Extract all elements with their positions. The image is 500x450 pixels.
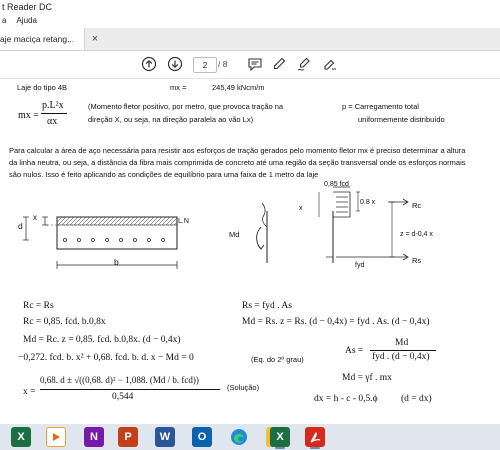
fig-085fcd-label: 0,85 fcd — [324, 181, 349, 188]
signature-icon — [322, 56, 338, 72]
compression-zone — [57, 217, 177, 225]
excel-icon[interactable]: X — [11, 427, 31, 447]
excel-icon[interactable]: X — [270, 427, 290, 447]
comment-button[interactable] — [246, 55, 264, 73]
menu-item-a[interactable]: a — [2, 16, 7, 25]
arrow-down-circle-icon — [167, 56, 183, 72]
paragraph-line3: são nulos. Isso é feito aplicando as condições de equilíbrio para uma faixa de 1 metro da laje — [9, 170, 319, 179]
window-title: t Reader DC — [2, 2, 53, 12]
eq-rc: Rc = 0,85. fcd. b.0,8x — [23, 317, 106, 327]
fraction-bar — [41, 113, 67, 114]
document-tab[interactable] — [0, 28, 85, 50]
taskbar — [0, 424, 500, 450]
next-page-button[interactable] — [166, 55, 184, 73]
eq-x-note: (Solução) — [227, 383, 260, 392]
onenote-icon[interactable]: N — [84, 427, 104, 447]
paragraph-line1: Para calcular a área de aço necessária para resistir aos esforços de tração gerados pelo momento fletor mx é preciso determinar a altura — [9, 146, 466, 155]
word-icon[interactable]: W — [155, 427, 175, 447]
tab-close-icon[interactable]: × — [91, 33, 99, 45]
mx-label: mx = — [170, 83, 187, 92]
page-number-input[interactable]: 2 — [193, 57, 217, 73]
pen-icon — [271, 56, 287, 72]
eq-x-denominator: 0,544 — [112, 392, 134, 402]
eq-md: Md = Rc. z = 0,85. fcd. b.0,8x. (d − 0,4x) — [23, 335, 181, 345]
highlight-button[interactable] — [270, 55, 288, 73]
eq-x-numerator: 0,68. d ± √((0,68. d)² − 1,088. (Md / b. fcd)) — [40, 375, 199, 385]
eq-mx-lhs: mx = — [18, 110, 39, 121]
previous-page-button[interactable] — [140, 55, 158, 73]
fig-rs-label: Rs — [412, 256, 422, 265]
fig-rc-label: Rc — [412, 201, 422, 210]
fig-x2-label: x — [299, 205, 303, 212]
eq-dx: dx = h - c - 0,5.ϕ — [314, 394, 378, 404]
comment-icon — [247, 56, 263, 72]
fig-b-label: b — [114, 257, 119, 267]
p-description-line1: p = Carregamento total — [342, 102, 419, 111]
eq-as-lhs: As = — [345, 346, 364, 356]
eq-md-rs: Md = Rs. z = Rs. (d − 0,4x) = fyd . As. (d − 0,4x) — [242, 317, 430, 327]
eq-md-gamma: Md = γf . mx — [342, 373, 392, 383]
fig-x-label: x — [33, 213, 37, 222]
toolbar — [0, 51, 500, 79]
acrobat-icon[interactable] — [305, 427, 325, 447]
eq-rc-rs: Rc = Rs — [23, 301, 54, 311]
paragraph-line2: da linha neutra, ou seja, a distância da fibra mais comprimida de concreto até uma região da seção transversal onde os esforços normais — [9, 158, 466, 167]
arrow-up-circle-icon — [141, 56, 157, 72]
fig-08x-label: 0.8 x — [360, 199, 376, 206]
eq-as-denominator: fyd . (d − 0,4x) — [372, 352, 430, 362]
sign-button[interactable] — [321, 55, 339, 73]
menu-bar — [0, 14, 500, 28]
mx-description-line1: (Momento fletor positivo, por metro, que provoca tração na — [88, 102, 284, 111]
eq-x-lhs: x = — [23, 387, 36, 397]
eq-as-fraction-bar — [370, 350, 436, 351]
eq-x-fraction-bar — [40, 389, 220, 390]
outlook-icon[interactable]: O — [192, 427, 212, 447]
edge-icon[interactable] — [229, 427, 249, 447]
menu-item-help[interactable]: Ajuda — [16, 16, 37, 25]
eq-mx-numerator: p.L²x — [42, 100, 64, 111]
fig-fyd-label: fyd — [355, 262, 365, 269]
document-page — [0, 79, 500, 424]
window-title-bar — [0, 0, 500, 14]
laje-tipo-label: Laje do tipo 4B — [17, 83, 68, 92]
mx-value: 245,49 kNcm/m — [212, 83, 265, 92]
tab-label: aje maciça retang... — [0, 34, 75, 44]
eq-rs: Rs = fyd . As — [242, 301, 292, 311]
draw-icon — [296, 56, 312, 72]
eq-quadratic-note: (Eq. do 2º grau) — [251, 355, 304, 364]
eq-as-numerator: Md — [395, 338, 409, 348]
p-description-line2: uniformemente distribuído — [358, 115, 445, 124]
powerpoint-icon[interactable]: P — [118, 427, 138, 447]
active-app-indicator — [275, 447, 285, 449]
fig-md-label: Md — [229, 230, 240, 239]
page-count: / 8 — [218, 59, 228, 69]
fig-neutral-line-label: L.N — [178, 218, 189, 225]
mx-description-line2: direção X, ou seja, na direção paralela ao vão Lx) — [88, 115, 254, 124]
media-icon[interactable] — [46, 427, 66, 447]
fig-z-label: z = d-0,4 x — [400, 231, 433, 238]
tab-bar — [0, 28, 500, 51]
fig-d-label: d — [18, 221, 23, 231]
eq-quadratic: −0,272. fcd. b. x² + 0,68. fcd. b. d. x − Md = 0 — [18, 353, 194, 363]
draw-button[interactable] — [295, 55, 313, 73]
eq-mx-denominator: αx — [47, 116, 58, 127]
rebar-group — [64, 239, 165, 242]
eq-dx-note: (d = dx) — [401, 394, 432, 404]
active-app-indicator — [310, 447, 320, 449]
